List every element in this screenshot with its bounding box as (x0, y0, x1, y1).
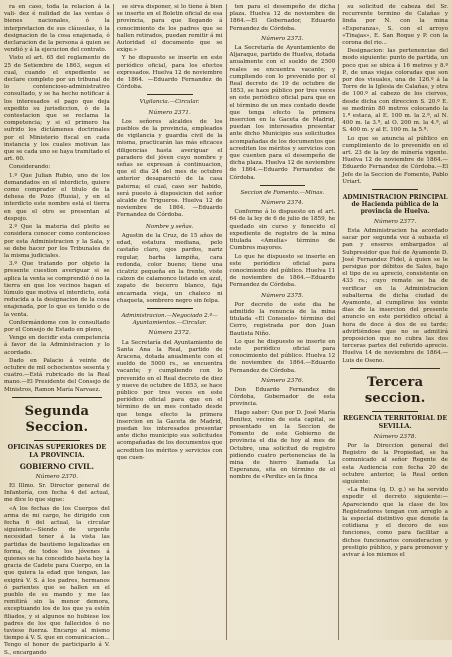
divider (34, 440, 80, 441)
column-4 (338, 4, 448, 640)
notice-number: Número 2376. (261, 377, 304, 384)
paragraph: Los señores alcaldes de los pueblos de la provincia, empleados de vigilancia y guardia civil de la misma, practicarán las más eficaces diligencias hasta averiguar el paradero del jóven cuyo nombre y señas se expresan á continuacion, que el dia 24 del mes de octubre anterior desapareció de la casa paterna; el cual, caso ser habido, será puesto á disposicion del señor alcalde de Trigueros. Huelva 12 de noviembre de 1864. —Eduardo Fernandez de Córdoba. (116, 118, 223, 219)
paragraph: «La Reina (q. D. g.) se ha servido expedir el decreto siguiente:—Apareciendo que la clase de los Registradores tengan con arreglo a la especial distintivo que denote la cotidiana y el decoro de sus funciones, como para facilitar a dichos funcionarios consideracion y prestigio público, y para promover y avivar á los mismos el (342, 487, 448, 558)
paragraph: Conformándome con lo consultado por el Consejo de Estado en pleno, (4, 319, 110, 333)
notice-number: Número 2373. (261, 35, 304, 42)
paragraph: El Illmo. Sr. Director general de Infantería, con fecha 4 del actual, me dice lo que sigue: (4, 482, 110, 504)
notice-category: Vigilancia.—Circular. (139, 99, 200, 106)
paragraph: ten para el desempeño de dicha plaza. Huelva 12 de noviembre de 1864.—El Gobernador, Eduardo Fernandez de Córdoba. (229, 4, 336, 32)
notice-number: Número 2377. (373, 218, 417, 225)
paragraph: «A los fechas de los Cuerpos del arma de mi cargo, he dirigido con fecha 6 del actual, la circular siguiente:—Siendo de urgente necesidad tener á la vista las partidas de bautismo legalizadas en forma, de todos los jóvenes á quienes se ha concedido hasta hoy la gracia de Cadete para Cuerpo, en la que quiera la edad que tengan, las exigirá V. S. á los padres, hermanos ó parientes que se hallen en el pueblo de su mando y me las remitirá sin la menor demora, exceptuando los de los que ya estén filiados, y si algunos no hubiese los padres de los que fallecidos ó no tuviese fuerza. Encargo al mismo tiempo á V. S. que en comunicacion... Tengo el honor de participarlo á V. S., encargando (4, 505, 110, 656)
notice-number: Número 2371. (148, 109, 191, 116)
office-heading: OFICINAS SUPERIORES DE LA PROVINCIA. (7, 443, 107, 459)
paragraph: Designacion: las pertenencias del modo siguiente: punto de partida, un poco que se ubica á 16 metros y 8.º P., de unas viejas coloradas que son por dos visuales, una de 126.º á la Torre de la Iglesia de Calañas, y otra de 100.º al cabezo de los ciervos, desde dicha con direccion S. 20.º E. se medirán 80 metros colocando la 1.ª estaca, al E. 100 m. la 2.ª, al N. 400 m. la 3.ª, al O. 200 m. la 4.ª, al S. 400 m. y al E. 100 m. la 5.ª. (342, 48, 448, 134)
paragraph: Hago saber: Que por D. José María Benitez, vecino de esta capital, se presentado en la Seccion de Fomento de este Gobierno de provincia el dia de hoy al mes de Octubre, una solicitud de registro pidiendo cuatro pertenencias de la mina de hierro llamada La Esperanza, sita en término de el nombre de «Perdiz» en la finca (229, 409, 336, 481)
paragraph: Por la Direccion general del Registro de la Propiedad, se ha comunicado al señor Regente de esta Audiencia con fecha 20 de octubre anterior, la Real orden siguiente: (342, 442, 448, 485)
paragraph: Don Eduardo Fernandez de Córdoba, Gobernador de esta provincia. (229, 386, 336, 408)
section-title: Segunda Seccion. (24, 403, 90, 435)
divider (12, 397, 102, 398)
paragraph: Agustin de la Cruz, de 15 años de edad, estatura mediana, pelo castaño claro, ojos pardos, nariz regular, barba lampiña, cara redonda, color bueno; tiene una cicatriz pequeña en la frente, viste calzon de calamonco listado en azul, zapato de becerro blanco, faja encarnada vieja, un chaleco ni chaqueta, sombrero negro sin felpa. (116, 232, 223, 304)
office-heading: REGENCIA TERRITORIAL DE SEVILLA. (343, 414, 448, 430)
divider (147, 308, 193, 309)
paragraph: Lo que he dispuesto se inserte en este periódico oficial para conocimiento del público. Huelva 12 de noviembre de 1864.—Eduardo Fernandez de Córdoba. (229, 338, 336, 374)
notice-number: Número 2370. (35, 473, 79, 480)
notice-number: Número 2374. (261, 200, 304, 207)
notice-subtitle: Nombre y señas. (145, 223, 194, 230)
paragraph: ra en caso, toda la relacion á la vali- dez é nulidad de las ventas ó bienes nacionales, ó la interpretacion de sus cláusulas, ó la designacion de la cosa enajenada, ó declaracion de la persona á quien se vendió y á la ejecucion del contrato. (4, 4, 110, 54)
paragraph: su solicitud de cabeza del Sr. recurrente termino de Calañas y linda por N. con la mina «Esperanza», S. con el arroyo «Tinajas», E. San Roque y P. con la corona del rio... (342, 4, 448, 47)
paragraph: se sirva disponer, si lo tiene á bien se inserte en el Boletin oficial de esa provincia, para que llegando á conocimiento de los padres que se hallen retirados, puedan remitir á mi Autoridad el documento que se exige.» (116, 4, 223, 54)
columns (4, 4, 448, 656)
paragraph: Visto el art. 65 del reglamento de 25 de Setiembre de 1863, segun el cual, cuando el expediente se declare completo por un tribunal de lo contencioso-administrativo consultado, y se ha hecho notificar á los interesados el pago que deja expedito su jurisdiccion, ó de la contestacion que se reclama la competencia; y si el primero ha sufrido los dictámenes doctrinales por el Ministerio fiscal en cada instancia y los cuales motivan las que se cada uno se haya tramitado el art. 60. (4, 55, 110, 163)
notice-category: Administracion.—Negociado 2.º— Ayuntamientos.—Circular. (121, 312, 218, 327)
divider (372, 411, 418, 412)
divider (372, 189, 418, 190)
notice-number: Número 2375. (261, 292, 304, 299)
column-2 (113, 4, 223, 640)
divider (260, 185, 306, 186)
paragraph: Dado en Palacio á veinte de octubre de mil ochocientos sesenta y cuatro.—Está rubricado de la Real mano.—El Presidente del Consejo de Ministros, Ramon María Narvaez. (4, 357, 110, 393)
divider (350, 368, 440, 369)
paragraph: Conforme á lo dispuesto en el art. 64 de la ley de 6 de julio de 1859, he quedado sin curso y fenecido el expediente de registro de la mina titulada «Amelia» término de Cumbres mayores. (229, 209, 336, 252)
paragraph: Por decreto de este dia he admitido la renuncia de la mina titulada «El Consuelo» término del Cerro, registrada por don Juan Bautista Niño. (229, 301, 336, 337)
paragraph: 1.º Que Julian Rubio, uno de los demandados en el interdicto, quiere como comprador el titulo de la dehesa de Pozo (Rusia), y en el interdicto este nombre está el tierra en que el otro se presentan al despojo. (4, 172, 110, 222)
notice-number: Número 2378. (373, 433, 417, 440)
paragraph: Y he dispuesto se inserte en este periódico oficial, para los efectos expresados. Huelva 12 de noviembre de 1864. —Eduardo Fernandez de Córdoba. (116, 55, 223, 91)
notice-number: Número 2372. (148, 330, 191, 337)
column-3 (226, 4, 336, 640)
paragraph: La Secretaría del Ayuntamiento de Santa Ana la Real, partido de Aracena, dotada anualmente con el sueldo de 5000 rs., se encuentra vacante; y cumpliendo con lo prevenido en el Real decreto de diez y nueve de octubre de 1853, se hace público por tres veces en este periódico oficial para que en el término de un mes contado desde que tenga efecto la primera insercion en la Gaceta de Madrid, puedan los interesados presentar ante dicho municipio sus solicitudes acompañadas de los documentos que acrediten los méritos y servicios con que cuen- (116, 339, 223, 461)
paragraph: Considerando: (9, 164, 51, 171)
office-subheading: GOBIERNO CIVIL. (19, 461, 94, 471)
paragraph: Vengo en decidir esta competencia á favor de la Administracion y lo acordado. (4, 335, 110, 356)
section-title: Tercera seccion. (364, 374, 426, 406)
notice-category: Seccion de Fomento.—Minas. (240, 189, 325, 196)
paragraph: Esta Administracion ha acordado sacar por segunda vez á subasta el pan y enseres embargados al Subpresidor que fué de Ayamonte D. José Fernandez Fidel, á quien se le persigue por débitos de Sales, bajo el tipo de su aprecio, consistente en 433 rs.; cuyo remate se ha de verificar en la Administracion subalterna de dicha ciudad de Ayamonte, al cumplirse los veinte dias de la insercion del presente anuncio en este periódico oficial á hora de doce á dos de su tarde; advirtiéndose que no se admitirá proposicion que no cubra las dos terceras partes del referido aprecio. Huelva 14 de noviembre de 1864.—Luis de Oseno. (342, 227, 448, 364)
column-1 (4, 4, 110, 656)
office-heading: ADMINISTRACION PRINCIPAL de Hacienda pública de la provincia de Huelva. (342, 194, 448, 216)
paragraph: Lo que se anuncia al público en cumplimiento de lo prevenido en el art. 23 de la ley de minería vigente. Huelva 12 de noviembre de 1864.—Eduardo Fernandez de Córdoba.—El Jefe de la Seccion de Fomento, Pablo Uriart. (342, 135, 448, 185)
divider (147, 94, 193, 95)
paragraph: 3.º Que tratando por objeto la presente cuestion averiguar si se aplica la venta se comprendió ó no la tierra en que los vecinos hagan el lúmulo que motiva el interdicto, está reducida a la designacion de la cosa enajenada, por lo que es tenido o de la venta. (4, 261, 110, 318)
paragraph: Lo que he dispuesto se inserte en este periódico oficial para conocimiento del público. Huelva 11 de noviembre de 1864.—Eduardo Fernandez de Córdoba. (229, 253, 336, 289)
paragraph: La Secretaría de Ayuntamiento de Aljaraque, partido de Huelva, dotada anualmente con el sueldo de 2500 reales se encuentra vacante; y cumpliendo con lo prevenido por el Real decreto de 19 de octubre de 1853, se hace público por tres veces en este periódico oficial para que en el término de un mes contado desde que tenga efecto la primera insercion en la Gaceta de Madrid, puedan los interesados presentar ante dicho Municipio sus solicitudes acompañadas de los documentos que acrediten los méritos y servicios con que cuenten para el desempeño de dicha plaza. Huelva 12 de noviembre de 1864.—Eduardo Fernandez de Córdoba. (229, 45, 336, 181)
paragraph: 2.º Que la materia del pleito se considera conocer como contencioso por esta Administracion y la Sala, y se debe hacer por los Tribunales de la misma judiciales. (4, 224, 110, 259)
